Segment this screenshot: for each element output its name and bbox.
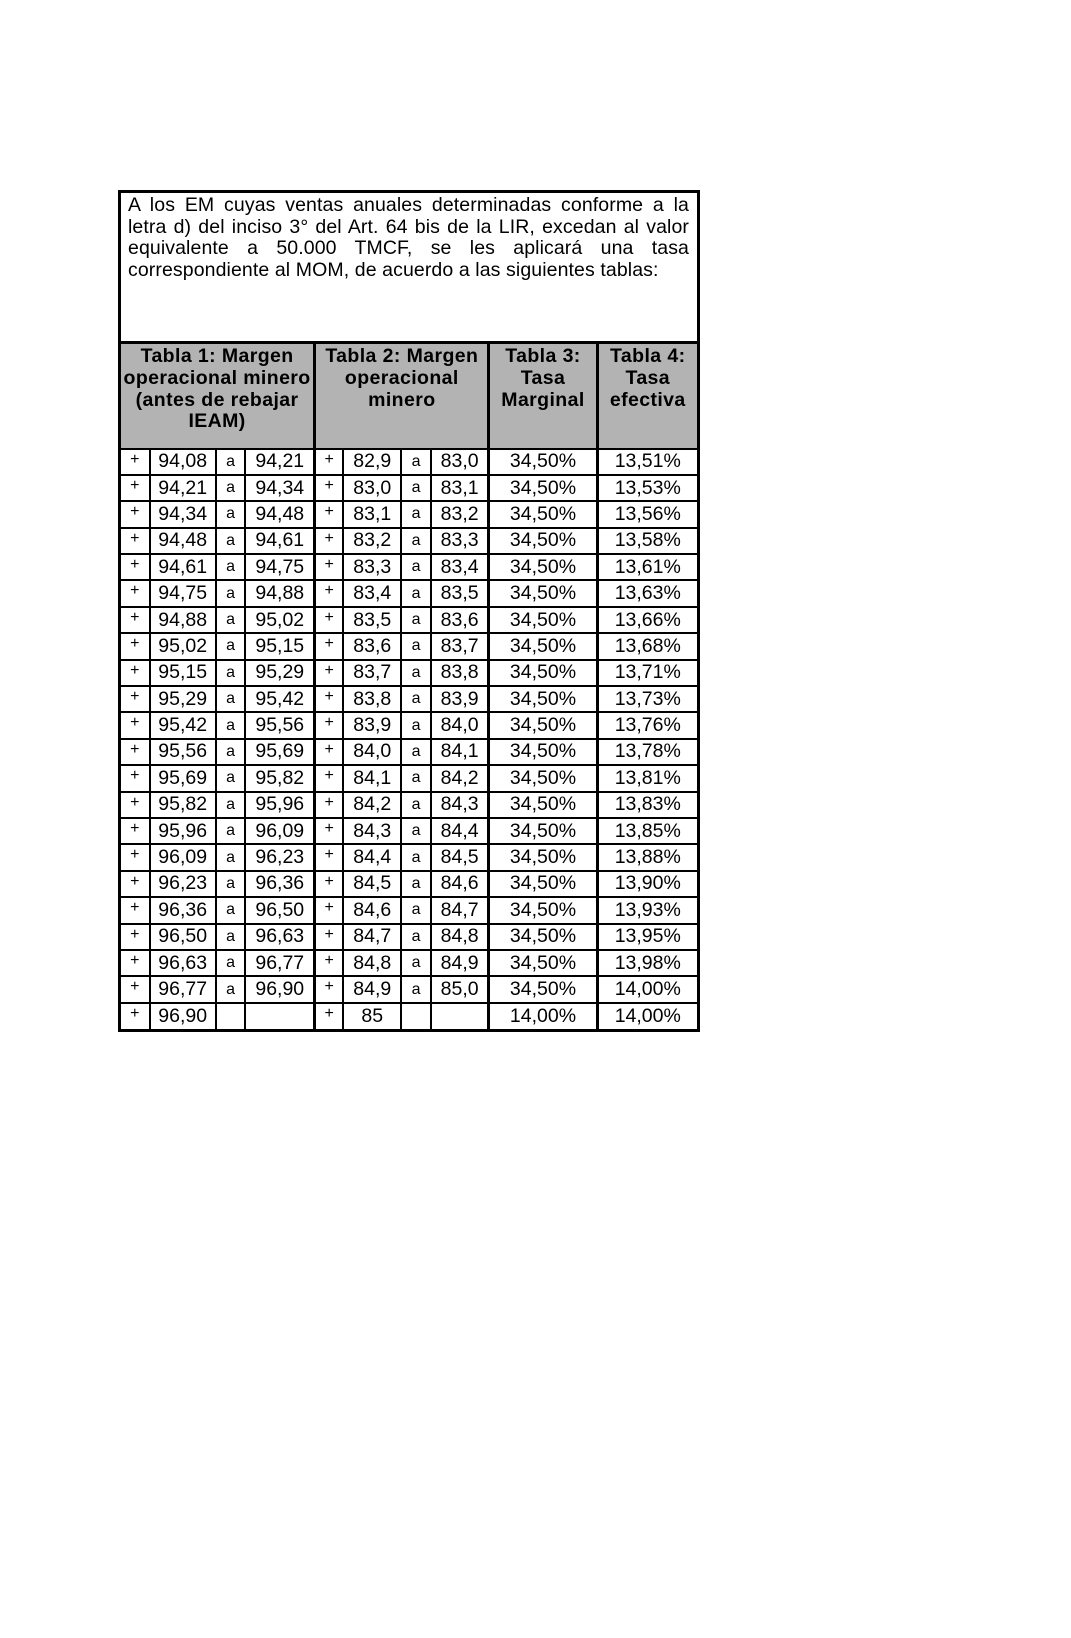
t2-a-cell: a xyxy=(401,976,431,1002)
tasa-marginal-cell: 34,50% xyxy=(489,475,597,501)
t2-from-cell: 84,6 xyxy=(343,897,401,923)
plus-sign-1-cell: + xyxy=(121,739,150,765)
t1-from-cell: 96,63 xyxy=(150,950,216,976)
t2-to-cell: 84,7 xyxy=(431,897,489,923)
t1-from-cell: 95,56 xyxy=(150,739,216,765)
table-row xyxy=(121,871,697,897)
t1-to-cell: 96,50 xyxy=(245,897,314,923)
tasa-marginal-cell: 34,50% xyxy=(489,607,597,633)
tasa-efectiva-cell: 13,81% xyxy=(597,765,697,791)
t2-from-cell: 83,6 xyxy=(343,633,401,659)
t2-to-cell: 83,1 xyxy=(431,475,489,501)
t2-to-cell: 83,8 xyxy=(431,660,489,686)
tasa-efectiva-cell: 13,73% xyxy=(597,686,697,712)
t1-a-cell: a xyxy=(216,528,246,554)
tasa-efectiva-cell: 14,00% xyxy=(597,976,697,1002)
t2-to-cell: 83,0 xyxy=(431,449,489,475)
table-row xyxy=(121,1003,697,1029)
t2-a-cell: a xyxy=(401,554,431,580)
t2-to-cell: 83,2 xyxy=(431,501,489,527)
t1-from-cell: 96,77 xyxy=(150,976,216,1002)
plus-sign-1-cell: + xyxy=(121,686,150,712)
t1-a-cell: a xyxy=(216,976,246,1002)
t1-a-cell: a xyxy=(216,660,246,686)
plus-sign-1-cell: + xyxy=(121,976,150,1002)
table-row xyxy=(121,633,697,659)
t2-from-cell: 83,2 xyxy=(343,528,401,554)
t2-to-cell: 84,1 xyxy=(431,739,489,765)
t1-to-cell: 94,75 xyxy=(245,554,314,580)
t1-to-cell: 94,61 xyxy=(245,528,314,554)
tasa-marginal-cell: 34,50% xyxy=(489,528,597,554)
t2-a-cell: a xyxy=(401,660,431,686)
tasa-marginal-cell: 34,50% xyxy=(489,580,597,606)
tasa-efectiva-cell: 13,66% xyxy=(597,607,697,633)
plus-sign-1-cell: + xyxy=(121,844,150,870)
plus-sign-1-cell: + xyxy=(121,818,150,844)
tasa-efectiva-cell: 13,56% xyxy=(597,501,697,527)
t2-from-cell: 83,1 xyxy=(343,501,401,527)
tasa-efectiva-cell: 13,78% xyxy=(597,739,697,765)
t1-to-cell: 95,82 xyxy=(245,765,314,791)
t2-from-cell: 83,4 xyxy=(343,580,401,606)
plus-sign-1-cell: + xyxy=(121,950,150,976)
t1-from-cell: 94,34 xyxy=(150,501,216,527)
t1-a-cell: a xyxy=(216,844,246,870)
plus-sign-2-cell: + xyxy=(315,924,344,950)
plus-sign-2-cell: + xyxy=(315,607,344,633)
intro-paragraph: A los EM cuyas ventas anuales determinadas conforme a la letra d) del inciso 3° del Art. 64 bis de la LIR, excedan al valor equivalente a 50.000 TMCF, se les aplicará una tasa correspondiente al MOM, de acuerdo a las siguientes tablas: xyxy=(128,194,689,281)
t2-from-cell: 84,1 xyxy=(343,765,401,791)
t2-a-cell: a xyxy=(401,765,431,791)
t2-to-cell: 83,6 xyxy=(431,607,489,633)
t2-to-cell: 85,0 xyxy=(431,976,489,1002)
t2-a-cell xyxy=(401,1003,431,1029)
t1-from-cell: 94,61 xyxy=(150,554,216,580)
plus-sign-1-cell: + xyxy=(121,449,150,475)
t2-to-cell xyxy=(431,1003,489,1029)
t2-a-cell: a xyxy=(401,897,431,923)
t2-to-cell: 83,5 xyxy=(431,580,489,606)
t1-to-cell: 95,96 xyxy=(245,792,314,818)
t2-to-cell: 83,4 xyxy=(431,554,489,580)
tasa-marginal-cell: 34,50% xyxy=(489,712,597,738)
rates-table xyxy=(121,341,697,1029)
plus-sign-1-cell: + xyxy=(121,501,150,527)
t2-from-cell: 83,5 xyxy=(343,607,401,633)
t1-to-cell: 96,36 xyxy=(245,871,314,897)
t2-to-cell: 83,7 xyxy=(431,633,489,659)
table-row xyxy=(121,580,697,606)
t2-a-cell: a xyxy=(401,501,431,527)
tasa-marginal-cell: 34,50% xyxy=(489,976,597,1002)
plus-sign-1-cell: + xyxy=(121,897,150,923)
tasa-efectiva-cell: 13,58% xyxy=(597,528,697,554)
t2-a-cell: a xyxy=(401,712,431,738)
t2-a-cell: a xyxy=(401,792,431,818)
t1-a-cell: a xyxy=(216,607,246,633)
header-tabla-4: Tabla 4: Tasa efectiva xyxy=(597,343,697,449)
table-row xyxy=(121,501,697,527)
t2-from-cell: 84,5 xyxy=(343,871,401,897)
plus-sign-1-cell: + xyxy=(121,765,150,791)
plus-sign-2-cell: + xyxy=(315,976,344,1002)
t2-a-cell: a xyxy=(401,528,431,554)
table-row xyxy=(121,739,697,765)
t1-a-cell: a xyxy=(216,686,246,712)
tasa-marginal-cell: 34,50% xyxy=(489,792,597,818)
t2-to-cell: 84,6 xyxy=(431,871,489,897)
t1-from-cell: 96,50 xyxy=(150,924,216,950)
t2-a-cell: a xyxy=(401,686,431,712)
t1-to-cell: 96,23 xyxy=(245,844,314,870)
t2-to-cell: 83,3 xyxy=(431,528,489,554)
t2-from-cell: 84,9 xyxy=(343,976,401,1002)
t1-a-cell: a xyxy=(216,950,246,976)
tasa-marginal-cell: 34,50% xyxy=(489,844,597,870)
plus-sign-2-cell: + xyxy=(315,633,344,659)
tasa-marginal-cell: 34,50% xyxy=(489,554,597,580)
t1-from-cell: 96,23 xyxy=(150,871,216,897)
t1-from-cell: 96,36 xyxy=(150,897,216,923)
t1-a-cell: a xyxy=(216,580,246,606)
tasa-efectiva-cell: 13,88% xyxy=(597,844,697,870)
t1-from-cell: 96,90 xyxy=(150,1003,216,1029)
t1-from-cell: 94,21 xyxy=(150,475,216,501)
t2-a-cell: a xyxy=(401,607,431,633)
t2-from-cell: 84,8 xyxy=(343,950,401,976)
t2-from-cell: 84,4 xyxy=(343,844,401,870)
table-row xyxy=(121,449,697,475)
t1-to-cell: 96,90 xyxy=(245,976,314,1002)
t1-to-cell: 95,15 xyxy=(245,633,314,659)
t2-from-cell: 84,7 xyxy=(343,924,401,950)
t1-a-cell: a xyxy=(216,712,246,738)
tasa-marginal-cell: 34,50% xyxy=(489,686,597,712)
t1-a-cell: a xyxy=(216,449,246,475)
plus-sign-1-cell: + xyxy=(121,633,150,659)
t2-to-cell: 84,4 xyxy=(431,818,489,844)
t2-a-cell: a xyxy=(401,633,431,659)
t1-a-cell: a xyxy=(216,633,246,659)
t1-to-cell: 95,69 xyxy=(245,739,314,765)
plus-sign-2-cell: + xyxy=(315,580,344,606)
plus-sign-1-cell: + xyxy=(121,1003,150,1029)
t2-from-cell: 85 xyxy=(343,1003,401,1029)
plus-sign-2-cell: + xyxy=(315,765,344,791)
tasa-efectiva-cell: 13,68% xyxy=(597,633,697,659)
t2-from-cell: 83,0 xyxy=(343,475,401,501)
table-row xyxy=(121,660,697,686)
tasa-efectiva-cell: 13,85% xyxy=(597,818,697,844)
t1-a-cell: a xyxy=(216,765,246,791)
table-row xyxy=(121,792,697,818)
tasa-efectiva-cell: 13,83% xyxy=(597,792,697,818)
t1-from-cell: 94,88 xyxy=(150,607,216,633)
t1-from-cell: 95,69 xyxy=(150,765,216,791)
t1-from-cell: 95,02 xyxy=(150,633,216,659)
tasa-efectiva-cell: 13,76% xyxy=(597,712,697,738)
tasa-efectiva-cell: 14,00% xyxy=(597,1003,697,1029)
t1-to-cell xyxy=(245,1003,314,1029)
table-row xyxy=(121,765,697,791)
tasa-efectiva-cell: 13,63% xyxy=(597,580,697,606)
plus-sign-2-cell: + xyxy=(315,739,344,765)
t1-a-cell: a xyxy=(216,871,246,897)
tasa-marginal-cell: 34,50% xyxy=(489,765,597,791)
t1-to-cell: 96,09 xyxy=(245,818,314,844)
tasa-marginal-cell: 34,50% xyxy=(489,660,597,686)
plus-sign-1-cell: + xyxy=(121,528,150,554)
plus-sign-1-cell: + xyxy=(121,871,150,897)
plus-sign-2-cell: + xyxy=(315,554,344,580)
table-row xyxy=(121,554,697,580)
t2-from-cell: 83,7 xyxy=(343,660,401,686)
table-header-row xyxy=(121,343,697,449)
t1-a-cell: a xyxy=(216,554,246,580)
table-row xyxy=(121,686,697,712)
t1-to-cell: 96,77 xyxy=(245,950,314,976)
t1-a-cell: a xyxy=(216,924,246,950)
table-body xyxy=(121,449,697,1030)
t1-to-cell: 95,56 xyxy=(245,712,314,738)
t2-from-cell: 84,0 xyxy=(343,739,401,765)
tasa-efectiva-cell: 13,98% xyxy=(597,950,697,976)
tasa-efectiva-cell: 13,95% xyxy=(597,924,697,950)
table-row xyxy=(121,607,697,633)
table-row xyxy=(121,475,697,501)
plus-sign-1-cell: + xyxy=(121,580,150,606)
t2-to-cell: 84,5 xyxy=(431,844,489,870)
t1-from-cell: 95,15 xyxy=(150,660,216,686)
t1-a-cell: a xyxy=(216,818,246,844)
t1-from-cell: 94,08 xyxy=(150,449,216,475)
plus-sign-2-cell: + xyxy=(315,712,344,738)
t1-to-cell: 95,29 xyxy=(245,660,314,686)
t1-to-cell: 94,48 xyxy=(245,501,314,527)
t1-a-cell: a xyxy=(216,475,246,501)
t2-to-cell: 84,2 xyxy=(431,765,489,791)
t1-to-cell: 94,34 xyxy=(245,475,314,501)
plus-sign-2-cell: + xyxy=(315,501,344,527)
t1-a-cell: a xyxy=(216,739,246,765)
t1-from-cell: 95,29 xyxy=(150,686,216,712)
tasa-marginal-cell: 34,50% xyxy=(489,633,597,659)
tasa-efectiva-cell: 13,53% xyxy=(597,475,697,501)
t2-a-cell: a xyxy=(401,580,431,606)
tasa-marginal-cell: 34,50% xyxy=(489,924,597,950)
t1-a-cell: a xyxy=(216,501,246,527)
plus-sign-2-cell: + xyxy=(315,1003,344,1029)
t2-from-cell: 84,3 xyxy=(343,818,401,844)
tasa-efectiva-cell: 13,51% xyxy=(597,449,697,475)
tasa-marginal-cell: 34,50% xyxy=(489,950,597,976)
t2-from-cell: 83,8 xyxy=(343,686,401,712)
t1-from-cell: 95,96 xyxy=(150,818,216,844)
tasa-marginal-cell: 34,50% xyxy=(489,739,597,765)
plus-sign-2-cell: + xyxy=(315,686,344,712)
header-tabla-2: Tabla 2: Margen operacional minero xyxy=(315,343,489,449)
t2-a-cell: a xyxy=(401,739,431,765)
t1-a-cell xyxy=(216,1003,246,1029)
t2-from-cell: 82,9 xyxy=(343,449,401,475)
t2-from-cell: 84,2 xyxy=(343,792,401,818)
t1-to-cell: 96,63 xyxy=(245,924,314,950)
t1-from-cell: 94,48 xyxy=(150,528,216,554)
plus-sign-1-cell: + xyxy=(121,712,150,738)
t2-a-cell: a xyxy=(401,475,431,501)
t1-a-cell: a xyxy=(216,792,246,818)
table-row xyxy=(121,950,697,976)
table-row xyxy=(121,924,697,950)
t2-a-cell: a xyxy=(401,844,431,870)
tasa-marginal-cell: 34,50% xyxy=(489,897,597,923)
plus-sign-1-cell: + xyxy=(121,792,150,818)
plus-sign-2-cell: + xyxy=(315,844,344,870)
t2-a-cell: a xyxy=(401,871,431,897)
t1-from-cell: 95,82 xyxy=(150,792,216,818)
plus-sign-2-cell: + xyxy=(315,660,344,686)
tasa-marginal-cell: 34,50% xyxy=(489,818,597,844)
tasa-marginal-cell: 34,50% xyxy=(489,449,597,475)
t1-to-cell: 95,02 xyxy=(245,607,314,633)
table-row xyxy=(121,528,697,554)
t1-to-cell: 94,21 xyxy=(245,449,314,475)
table-row xyxy=(121,844,697,870)
table-row xyxy=(121,712,697,738)
t1-to-cell: 94,88 xyxy=(245,580,314,606)
table-row xyxy=(121,818,697,844)
plus-sign-2-cell: + xyxy=(315,792,344,818)
t2-from-cell: 83,3 xyxy=(343,554,401,580)
t1-from-cell: 94,75 xyxy=(150,580,216,606)
header-tabla-1: Tabla 1: Margen operacional minero (antes de rebajar IEAM) xyxy=(121,343,315,449)
table-row xyxy=(121,976,697,1002)
t2-a-cell: a xyxy=(401,449,431,475)
plus-sign-1-cell: + xyxy=(121,660,150,686)
plus-sign-1-cell: + xyxy=(121,607,150,633)
t2-to-cell: 84,0 xyxy=(431,712,489,738)
tasa-efectiva-cell: 13,93% xyxy=(597,897,697,923)
plus-sign-2-cell: + xyxy=(315,475,344,501)
t2-from-cell: 83,9 xyxy=(343,712,401,738)
t1-from-cell: 96,09 xyxy=(150,844,216,870)
tasa-marginal-cell: 34,50% xyxy=(489,501,597,527)
plus-sign-1-cell: + xyxy=(121,475,150,501)
t2-to-cell: 84,9 xyxy=(431,950,489,976)
plus-sign-2-cell: + xyxy=(315,950,344,976)
document-box xyxy=(118,190,700,1032)
tasa-marginal-cell: 14,00% xyxy=(489,1003,597,1029)
tasa-efectiva-cell: 13,61% xyxy=(597,554,697,580)
t2-a-cell: a xyxy=(401,818,431,844)
tasa-efectiva-cell: 13,71% xyxy=(597,660,697,686)
plus-sign-2-cell: + xyxy=(315,449,344,475)
t2-to-cell: 84,8 xyxy=(431,924,489,950)
tasa-efectiva-cell: 13,90% xyxy=(597,871,697,897)
plus-sign-2-cell: + xyxy=(315,871,344,897)
table-row xyxy=(121,897,697,923)
plus-sign-2-cell: + xyxy=(315,818,344,844)
t1-a-cell: a xyxy=(216,897,246,923)
t1-from-cell: 95,42 xyxy=(150,712,216,738)
tasa-marginal-cell: 34,50% xyxy=(489,871,597,897)
t2-a-cell: a xyxy=(401,950,431,976)
t2-to-cell: 83,9 xyxy=(431,686,489,712)
t2-to-cell: 84,3 xyxy=(431,792,489,818)
plus-sign-2-cell: + xyxy=(315,897,344,923)
plus-sign-1-cell: + xyxy=(121,924,150,950)
t2-a-cell: a xyxy=(401,924,431,950)
header-tabla-3: Tabla 3: Tasa Marginal xyxy=(489,343,597,449)
plus-sign-2-cell: + xyxy=(315,528,344,554)
t1-to-cell: 95,42 xyxy=(245,686,314,712)
plus-sign-1-cell: + xyxy=(121,554,150,580)
